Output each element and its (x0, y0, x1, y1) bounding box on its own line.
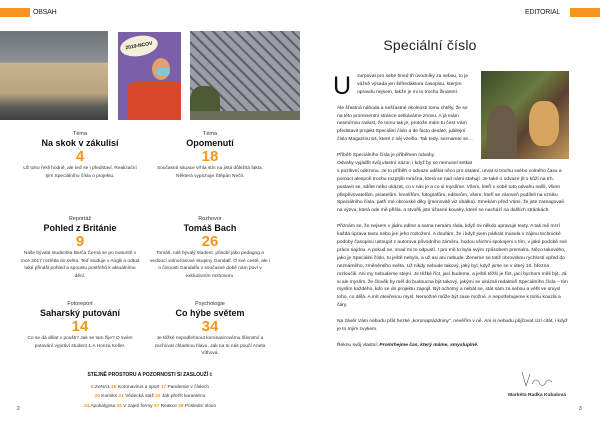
page-number-right: 3 (579, 406, 582, 412)
item-title: Saharský putování (39, 308, 121, 318)
more-item-title: Koronavirus a sport (117, 384, 160, 390)
more-item-page: 38 (178, 403, 184, 409)
closing-quote: Promrhejme čas, který máme, smysluplně. (379, 342, 479, 348)
paragraph: Na závěr Vám nebudu přát hezké „koronaprázdniny“, nevěřím v ně. Ani si nebudu půjčovat cizí citát, i když je to mým zvykem. (337, 319, 568, 332)
more-item-title: Komiks (101, 394, 118, 399)
author-with-dog-photo (481, 71, 569, 159)
page-number-left: 2 (17, 406, 20, 412)
more-item[interactable] (91, 385, 110, 390)
more-item-page: 6 (90, 384, 94, 390)
more-item-title: Apokalypsa (90, 403, 116, 409)
more-item[interactable] (117, 404, 153, 409)
more-item-title: Jak přežít karanténu (161, 394, 206, 399)
section-label: EDITORIAL (525, 9, 561, 16)
closing (337, 342, 569, 350)
more-heading: STEJNĚ PROSTORU A POZORNOSTI SI ZASLOUŽÍ i: (87, 372, 213, 378)
section-label: OBSAH (33, 9, 57, 16)
more-item[interactable] (178, 404, 216, 409)
more-line (30, 383, 270, 393)
more-articles (30, 371, 270, 411)
item-kind: Psychologie (195, 301, 225, 307)
item-page: 18 (201, 148, 219, 165)
item-page: 4 (75, 148, 85, 165)
closing-intro: Řeknu svůj vlastní: (337, 342, 380, 348)
more-item-page: 24 (83, 403, 90, 409)
more-item-title: Pandemie v číslech (167, 384, 210, 390)
school-building-photo (0, 31, 108, 120)
more-item-title: Vědecká stáž (125, 394, 154, 399)
speech-bubble: 2019-NCOV (119, 33, 160, 59)
item-page: 34 (201, 318, 219, 335)
more-item-title: Poslední slovo (184, 403, 217, 409)
item-desc: Už toho řekli hodně, ale teď se i představí. Realizační tým Speciálního čísla o projektu. (23, 166, 137, 179)
pop-art-mask-illustration (118, 32, 181, 120)
more-item[interactable] (161, 385, 209, 390)
item-desc: Je těžké nepodlehnout koronavirovému šílenství a zachovat chladnou hlavu. Jak na to nás poučí Aneta Víthová. (154, 336, 266, 356)
figure-body (128, 82, 181, 120)
ground (190, 111, 300, 120)
contents-column-right (145, 131, 275, 386)
more-list (30, 383, 270, 412)
drop-cap: U (333, 72, 352, 100)
item-page: 9 (75, 233, 85, 250)
item-desc: Současná situace vrhla stín na jistá důležitá fakta. Některá vypichuje Štěpán Nečil. (156, 166, 264, 179)
more-item-page: 20 (94, 394, 100, 399)
more-item[interactable] (155, 394, 205, 399)
paragraph: Odvahy vyjádřit svůj vlastní názor, i když by se nemusel setkat s pozitivní odezvou. Je to příběh o odvaze udělat něco pro ostatní, urvat si trochu svého volného času a pomoct alespoň trochu rozptýlit mračna, která se nad námi stahují. Je také o odvaze jít s kůží na trh, postavit se, sdílet nebo ukázat, co v nás je a co si myslíme. Všem, kteří v sobě tuto odvahu našli, všem přispěvovatelům, pisatelům, kreslířům, fotografům, editorům, všem, kteří se zároveň podíleli na vzniku Speciálního čísla, patří mé obrovské díky (jmenovitě viz obálka). Smekám před Vámi, že jste zareagovali na výzvu, která ode mě přišla, a stvořili jste úžasné kousky, které se nachází na dalších stránkách. (337, 160, 564, 214)
contents-item[interactable] (15, 216, 145, 301)
author-name: Markéta Radka Kubalová (508, 393, 566, 398)
page-title: Speciální číslo (383, 37, 477, 53)
paragraph: Ale šťastná náhoda a nešťastné okolnosti tomu chtěly, že se na této prominentní stránce setkáváme znovu. A já mám nesmírnou radost, že tomu tak je, protože mám tu čest Vám představit projekt Speciální číslo a de facto desáté, jubilejní číslo Magazínu 64, které z něj vzešlo. Tak tedy, seznamte se… (337, 105, 474, 143)
paragraph-lead: Příběh Speciálního čísla je příběhem odvahy. (337, 153, 436, 159)
dog (529, 101, 559, 146)
more-item-title: V zajetí formy (123, 403, 153, 409)
item-desc: Naše bývalá studentka Barča Černá se po maturitě v roce 2017 rozlétla do světa. Teď studuje v Anglii a odtud také přináší pohled a spoustu postřehů k aktuálnímu dění. (20, 251, 140, 279)
contents-item[interactable] (145, 216, 275, 301)
more-item[interactable] (84, 404, 115, 409)
modern-building-photo (190, 31, 300, 120)
section-accent-bar (0, 8, 30, 17)
item-title: Co hýbe světem (175, 308, 245, 318)
item-kind: Fotoreport (67, 301, 93, 307)
paragraph: Přiznám se, že nejsem v jádru editor a sama nemám ráda, když mi někdo upravuje texty. A tak mě mrzí každá úprava textu nebo jen jeho rozložení. A doufám, že i když jsem párkrát musela v zájmu technické podoby časopisu ustoupit z autorova původního záměru, budou všichni spokojeni s tím, v jaké podobě své práce najdou. A pokud ne, snad mi to odpustí. I pro mě to byla svým způsobem premiéra. Něco takového, jako je Speciální číslo, tu ještě nebylo, a už asi ani nebude. Ženeme se totiž obrovskou rychlostí vpřed do neznámého, změněného světa. Už nikdy nebude takový, jaký byl, když jsme se v úterý 10. března rozloučili. Ani my nebudeme stejní. Je těžké říct, jací budeme, a ještě těžší je říct, jací bychom měli být. Já si ale myslím, že člověk by měl do budoucna být takový, jakými se ukázali redaktoři Speciálního čísla – tím myslím každého, kdo se do projektu zapojil. Být ochotný a nebát se, stát sám za sebou a věřit ve smysl toho, co dělá. A mít otevřenou mysl. Nemožné může být zase možné. A nepotřebujeme k tomu kouzla a čáry. (337, 224, 568, 309)
contents-item[interactable] (145, 131, 275, 216)
more-item-page: 17 (160, 384, 167, 390)
paragraph-text: zurpovat pro sebe hned tři úvodníky za sebou, to je vážně výsada jen šéfredaktora časopisu, kterým opravdu nejsem, takže je mi to trochu žinantní. (357, 74, 468, 95)
more-line (30, 402, 270, 412)
item-title: Opomenutí (186, 138, 234, 148)
more-item[interactable] (111, 385, 159, 390)
more-item-page: 22 (155, 394, 161, 399)
more-item-page: 37 (153, 403, 160, 409)
more-item[interactable] (154, 404, 177, 409)
item-title: Na skok v zákulisí (41, 138, 119, 148)
more-item[interactable] (118, 394, 154, 399)
item-kind: Reportáž (68, 216, 92, 222)
item-desc: Tomáš, náš bývalý student, působí jako pedagog a vedoucí volnočasové skupiny Gandalf. O své cestě, ale i o činnosti Gandalfa v současné době nám poví v exkluzivním rozhovoru. (150, 251, 270, 279)
more-item-page: 16 (111, 384, 117, 390)
item-page: 14 (71, 318, 89, 335)
more-item-title: Reakce (160, 403, 177, 409)
more-item-page: 21 (118, 394, 124, 399)
more-item-page: 32 (116, 403, 122, 409)
item-kind: Rozhovor (198, 216, 222, 222)
more-line (30, 392, 270, 402)
person (487, 105, 517, 159)
item-kind: Téma (72, 131, 88, 137)
contents-column-left (15, 131, 145, 386)
contents-item[interactable] (15, 131, 145, 216)
more-item[interactable] (95, 394, 117, 399)
signature-icon (518, 368, 558, 390)
item-kind: Téma (202, 131, 218, 137)
mask-icon (156, 68, 170, 76)
item-page: 26 (201, 233, 219, 250)
more-item-title: ZeNA1 (94, 384, 110, 390)
section-accent-bar (570, 8, 600, 17)
item-title: Tomáš Bach (183, 223, 237, 233)
item-title: Pohled z Británie (43, 223, 117, 233)
item-desc: Co se dá dělat v poušti? Jak se tam žije? O svém putování vypráví student 1.A Honza Keller. (27, 336, 133, 349)
editorial-body (333, 72, 569, 358)
